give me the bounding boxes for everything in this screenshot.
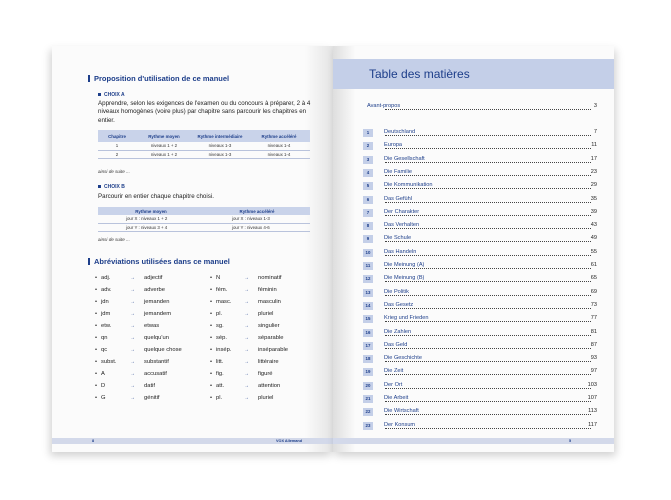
chapter-number: 22 [363, 408, 373, 416]
chapter-number: 23 [363, 422, 373, 430]
toc-avant-propos: Avant-propos 3 [367, 103, 597, 109]
chapter-page: 29 [590, 182, 597, 189]
choix-a-text: Apprendre, selon les exigences de l'examen ou du concours à préparer, 2 à 4 niveaux homogènes (voire plus) par chapitre sans parcourir les chapitres en entier. [98, 100, 311, 124]
abbreviation-row [94, 275, 324, 287]
abbreviation-meaning: jemandem [144, 311, 172, 317]
arrow-icon: → [244, 287, 249, 293]
abbreviation: litt. [216, 359, 224, 365]
chapter-number: 12 [363, 275, 373, 283]
chapter-title: Die Meinung (A) [384, 262, 425, 268]
chapter-page: 23 [590, 168, 597, 175]
arrow-icon: → [130, 347, 135, 353]
choix-b-label: CHOIX B [98, 184, 125, 190]
choix-a-label: CHOIX A [98, 92, 125, 98]
arrow-icon: → [130, 335, 135, 341]
chapter-title: Das Gesetz [384, 301, 414, 308]
bullet-icon: • [95, 371, 98, 377]
table-row: 1 niveaux 1 + 2 niveaux 1-3 niveaux 1-4 [98, 142, 310, 150]
abbreviation-meaning: séparable [258, 335, 284, 341]
arrow-icon: → [244, 299, 249, 305]
section-usage-title: Proposition d'utilisation de ce manuel [88, 74, 229, 83]
chapter-title: Das Gefühl [384, 195, 412, 202]
chapter-number: 1 [363, 129, 373, 137]
toc-row[interactable] [363, 407, 597, 419]
abbreviation: adj. [101, 275, 111, 281]
chapter-page: 11 [591, 142, 597, 149]
abbreviation-meaning: nominatif [258, 275, 282, 281]
arrow-icon: → [244, 275, 249, 281]
choix-b-etc: ainsi de suite ... [98, 237, 130, 242]
table-row: jour Y : niveaux 3 + 4 jour Y : niveaux 4-6 [98, 223, 310, 231]
toc-row[interactable] [363, 301, 597, 313]
arrow-icon: → [244, 395, 249, 401]
abbreviation-meaning: adjectif [144, 275, 163, 281]
footer-book-title: VOX Allemand [276, 439, 303, 443]
toc-row[interactable] [363, 288, 597, 300]
bullet-icon: • [210, 395, 213, 401]
chapter-number: 4 [363, 169, 373, 177]
chapter-title: Das Verhalten [384, 222, 420, 229]
abbreviation-meaning: quelque chose [144, 347, 182, 353]
chapter-page: 17 [590, 155, 597, 162]
abbreviation-meaning: substantif [144, 359, 169, 365]
bullet-icon: • [95, 335, 98, 341]
chapter-page: 81 [590, 328, 597, 335]
bullet-icon: • [210, 335, 213, 341]
toc-row[interactable] [363, 274, 597, 286]
chapter-title: Krieg und Frieden [384, 315, 429, 322]
arrow-icon: → [244, 383, 249, 389]
toc-row[interactable] [363, 381, 597, 393]
chapter-page: 77 [590, 315, 597, 322]
abbreviation-meaning: génitif [144, 395, 160, 401]
chapter-page: 69 [590, 288, 597, 295]
section-abbreviations-title: Abréviations utilisées dans ce manuel [88, 257, 230, 266]
toc-row[interactable] [363, 421, 597, 433]
arrow-icon: → [130, 359, 135, 365]
table-header: Rythme intermédiaire [192, 130, 248, 142]
bullet-icon: • [210, 275, 213, 281]
chapter-title: Die Schule [384, 235, 412, 242]
abbreviation: insép. [216, 347, 232, 353]
chapter-title: Der Konsum [384, 421, 416, 428]
arrow-icon: → [244, 311, 249, 317]
chapter-page: 55 [590, 248, 597, 255]
chapter-title: Die Wirtschaft [384, 408, 419, 415]
toc-row[interactable] [363, 128, 597, 140]
chapter-title: Die Kommunikation [384, 182, 433, 189]
toc-row[interactable] [363, 341, 597, 353]
abbreviation-meaning: quelqu'un [144, 335, 169, 341]
chapter-title: Die Zahlen [384, 328, 412, 335]
chapter-number: 9 [363, 235, 373, 243]
chapter-title: Die Gesellschaft [384, 155, 425, 162]
chapter-page: 35 [590, 195, 597, 202]
chapter-number: 10 [363, 249, 373, 257]
abbreviation: G [101, 395, 106, 401]
square-bullet-icon [98, 185, 101, 188]
bullet-icon: • [210, 287, 213, 293]
abbreviation-meaning: figuré [258, 371, 273, 377]
chapter-number: 2 [363, 142, 373, 150]
table-header: Chapitre [98, 130, 136, 142]
arrow-icon: → [130, 383, 135, 389]
arrow-icon: → [130, 275, 135, 281]
bullet-icon: • [210, 323, 213, 329]
abbreviation-meaning: jemanden [144, 299, 170, 305]
abbreviation: sg. [216, 323, 224, 329]
toc-row[interactable] [363, 155, 597, 167]
abbreviation: D [101, 383, 106, 389]
table-row: jour X : niveaux 1 + 2 jour X : niveaux 1-3 [98, 215, 310, 223]
chapter-number: 6 [363, 196, 373, 204]
abbreviation-meaning: etwas [144, 323, 160, 329]
abbreviation: sép. [216, 335, 227, 341]
abbreviation-row [94, 323, 324, 335]
bullet-icon: • [210, 359, 213, 365]
chapter-page: 113 [588, 408, 597, 415]
toc-row[interactable] [363, 208, 597, 220]
chapter-number: 13 [363, 289, 373, 297]
chapter-number: 14 [363, 302, 373, 310]
abbreviation: adv. [101, 287, 112, 293]
toc-row[interactable] [363, 354, 597, 366]
chapter-number: 20 [363, 382, 373, 390]
chapter-number: 11 [363, 262, 373, 270]
abbreviation-meaning: inséparable [258, 347, 288, 353]
left-page [52, 46, 333, 452]
chapter-page: 39 [590, 208, 597, 215]
footer-page-number: 5 [569, 439, 572, 443]
chapter-page: 7 [593, 129, 597, 135]
chapter-page: 49 [590, 235, 597, 242]
chapter-number: 16 [363, 329, 373, 337]
abbreviation: qn [101, 335, 108, 341]
choix-b-table [98, 207, 310, 232]
table-header: Rythme accéléré [204, 207, 310, 215]
abbreviation-meaning: accusatif [144, 371, 167, 377]
chapter-title: Die Meinung (B) [384, 275, 425, 282]
chapter-number: 19 [363, 368, 373, 376]
abbreviation-row [94, 359, 324, 371]
bullet-icon: • [210, 347, 213, 353]
arrow-icon: → [130, 395, 135, 401]
toc-row[interactable] [363, 394, 597, 406]
toc-row[interactable] [363, 248, 597, 260]
abbreviation: fig. [216, 371, 224, 377]
abbreviation: masc. [216, 299, 232, 305]
bullet-icon: • [95, 311, 98, 317]
abbreviation-meaning: adverbe [144, 287, 165, 293]
chapter-page: 107 [587, 395, 597, 401]
bullet-icon: • [95, 383, 98, 389]
abbreviation: jdn [101, 299, 109, 305]
toc-row[interactable] [363, 234, 597, 246]
chapter-title: Die Familie [384, 168, 412, 175]
arrow-icon: → [244, 335, 249, 341]
table-row: 2 niveaux 1 + 2 niveaux 1-3 niveaux 1-4 [98, 150, 310, 158]
arrow-icon: → [130, 287, 135, 293]
toc-row[interactable] [363, 328, 597, 340]
abbreviation-meaning: singulier [258, 323, 280, 329]
toc-row[interactable] [363, 195, 597, 207]
abbreviation: qc [101, 347, 108, 353]
abbreviation-row [94, 299, 324, 311]
chapter-page: 65 [590, 275, 597, 282]
arrow-icon: → [244, 359, 249, 365]
toc-row[interactable] [363, 221, 597, 233]
abbreviation-meaning: pluriel [258, 395, 274, 401]
abbreviation-row [94, 395, 324, 407]
abbreviation-meaning: littéraire [258, 359, 279, 365]
chapter-page: 93 [590, 355, 597, 362]
chapter-title: Der Ort [384, 381, 403, 388]
abbreviation: subst. [101, 359, 117, 365]
arrow-icon: → [130, 311, 135, 317]
chapter-number: 17 [363, 342, 373, 350]
arrow-icon: → [130, 299, 135, 305]
right-page [333, 46, 614, 452]
chapter-number: 5 [363, 182, 373, 190]
toc-row[interactable] [363, 181, 597, 193]
abbreviation: pl. [216, 395, 223, 401]
choix-a-table [98, 130, 310, 159]
chapter-number: 15 [363, 315, 373, 323]
abbreviation-meaning: féminin [258, 287, 277, 293]
bullet-icon: • [95, 299, 98, 305]
abbreviation-row [94, 335, 324, 347]
abbreviation-row [94, 311, 324, 323]
chapter-number: 3 [363, 156, 373, 164]
chapter-title: Das Handeln [384, 248, 417, 255]
abbreviation: jdm [101, 311, 111, 317]
chapter-page: 103 [587, 381, 597, 388]
bullet-icon: • [210, 299, 213, 305]
table-header: Rythme moyen [98, 207, 204, 215]
chapter-page: 117 [588, 421, 597, 428]
abbreviation: fém. [216, 287, 228, 293]
choix-b-text: Parcourir en entier chaque chapitre choisi. [98, 193, 214, 200]
chapter-page: 97 [590, 368, 597, 375]
bullet-icon: • [95, 275, 98, 281]
arrow-icon: → [130, 371, 135, 377]
bullet-icon: • [95, 347, 98, 353]
abbreviation-meaning: datif [144, 383, 155, 389]
chapter-title: Deutschland [384, 129, 416, 135]
abbreviation-row [94, 347, 324, 359]
table-header: Rythme accéléré [248, 130, 310, 142]
arrow-icon: → [244, 323, 249, 329]
abbreviation-meaning: masculin [258, 299, 281, 305]
table-header: Rythme moyen [136, 130, 192, 142]
chapter-title: Die Politik [384, 288, 409, 295]
footer-band [333, 438, 614, 444]
chapter-number: 21 [363, 395, 373, 403]
toc-row[interactable] [363, 168, 597, 180]
arrow-icon: → [244, 347, 249, 353]
chapter-title: Der Charakter [384, 208, 420, 215]
bullet-icon: • [210, 383, 213, 389]
chapter-page: 61 [590, 262, 597, 268]
toc-title: Table des matières [369, 67, 470, 81]
bullet-icon: • [95, 395, 98, 401]
toc-row[interactable] [363, 367, 597, 379]
section-marker-icon [88, 258, 90, 265]
square-bullet-icon [98, 93, 101, 96]
toc-row[interactable] [363, 141, 597, 153]
arrow-icon: → [244, 371, 249, 377]
abbreviation-row [94, 371, 324, 383]
bullet-icon: • [210, 371, 213, 377]
bullet-icon: • [95, 323, 98, 329]
chapter-title: Europa [384, 142, 403, 149]
chapter-page: 73 [590, 301, 597, 308]
bullet-icon: • [95, 287, 98, 293]
chapter-number: 7 [363, 209, 373, 217]
abbreviation: att. [216, 383, 225, 389]
abbreviation-row [94, 383, 324, 395]
chapter-title: Die Arbeit [384, 395, 409, 401]
abbreviation-list [94, 275, 324, 415]
abbreviation-meaning: attention [258, 383, 281, 389]
arrow-icon: → [130, 323, 135, 329]
abbreviation-row [94, 287, 324, 299]
choix-a-etc: ainsi de suite ... [98, 169, 130, 174]
chapter-title: Das Geld [384, 341, 408, 348]
footer-page-number: 8 [92, 439, 95, 443]
section-marker-icon [88, 75, 90, 82]
toc-row[interactable] [363, 314, 597, 326]
chapter-page: 43 [590, 222, 597, 229]
bullet-icon: • [95, 359, 98, 365]
abbreviation: A [101, 371, 105, 377]
abbreviation-meaning: pluriel [258, 311, 274, 317]
abbreviation: etw. [101, 323, 112, 329]
chapter-number: 8 [363, 222, 373, 230]
chapter-title: Die Geschichte [384, 355, 422, 362]
abbreviation: N [216, 275, 221, 281]
abbreviation: pl. [216, 311, 223, 317]
chapter-title: Die Zeit [384, 368, 404, 375]
chapter-number: 18 [363, 355, 373, 363]
bullet-icon: • [210, 311, 213, 317]
toc-row[interactable] [363, 261, 597, 273]
chapter-page: 87 [590, 341, 597, 348]
